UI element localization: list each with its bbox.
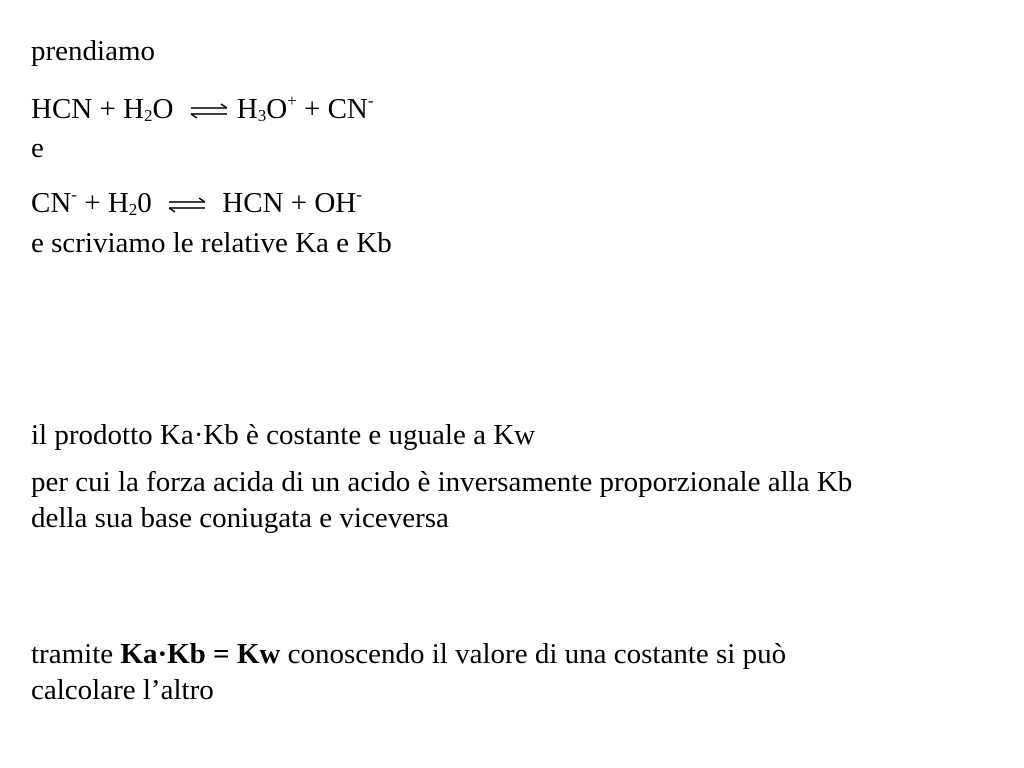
paragraph-forza-acida: per cui la forza acida di un acido è inversamente proporzionale alla Kb della sua base coniugata e viceversa [31, 466, 853, 534]
eq1-part-d: O [266, 93, 288, 125]
text-prodotto: il prodotto Ka·Kb è costante e uguale a Kw [31, 419, 536, 451]
p2-formula: Ka·Kb = Kw [120, 638, 281, 670]
text-prendiamo: prendiamo [31, 35, 156, 67]
eq1-sub-2: 2 [144, 106, 153, 125]
eq1-part-e: + CN [296, 93, 368, 125]
eq1-part-c: H [236, 93, 258, 125]
equilibrium-arrow-icon [165, 195, 209, 215]
eq2-sup-minus: - [71, 185, 77, 204]
eq2-sub-2: 2 [128, 200, 138, 219]
eq1-sub-3: 3 [257, 106, 267, 125]
text-scriviamo: e scriviamo le relative Ka e Kb [31, 227, 392, 259]
eq2-sup-minus-2: - [356, 185, 362, 204]
eq1-sup-plus: + [287, 91, 297, 110]
eq1-part-b: O [152, 93, 174, 125]
equilibrium-arrow-icon [187, 101, 231, 121]
equation-cn-water [31, 178, 362, 227]
eq1-sup-minus: - [367, 91, 374, 110]
equation-hcn-water [31, 84, 374, 133]
eq1-part-a: HCN + H [31, 93, 145, 125]
eq2-part-d: HCN + OH [222, 187, 357, 219]
eq2-part-b: + H [76, 187, 129, 219]
p2-lead: tramite [31, 638, 121, 670]
paragraph-tramite [31, 636, 861, 708]
eq2-part-a: CN [31, 187, 72, 219]
p2-rest: conoscendo il valore di una costante si può calcolare l’altro [31, 638, 787, 706]
eq2-part-c: 0 [137, 187, 152, 219]
text-e: e [31, 132, 44, 164]
